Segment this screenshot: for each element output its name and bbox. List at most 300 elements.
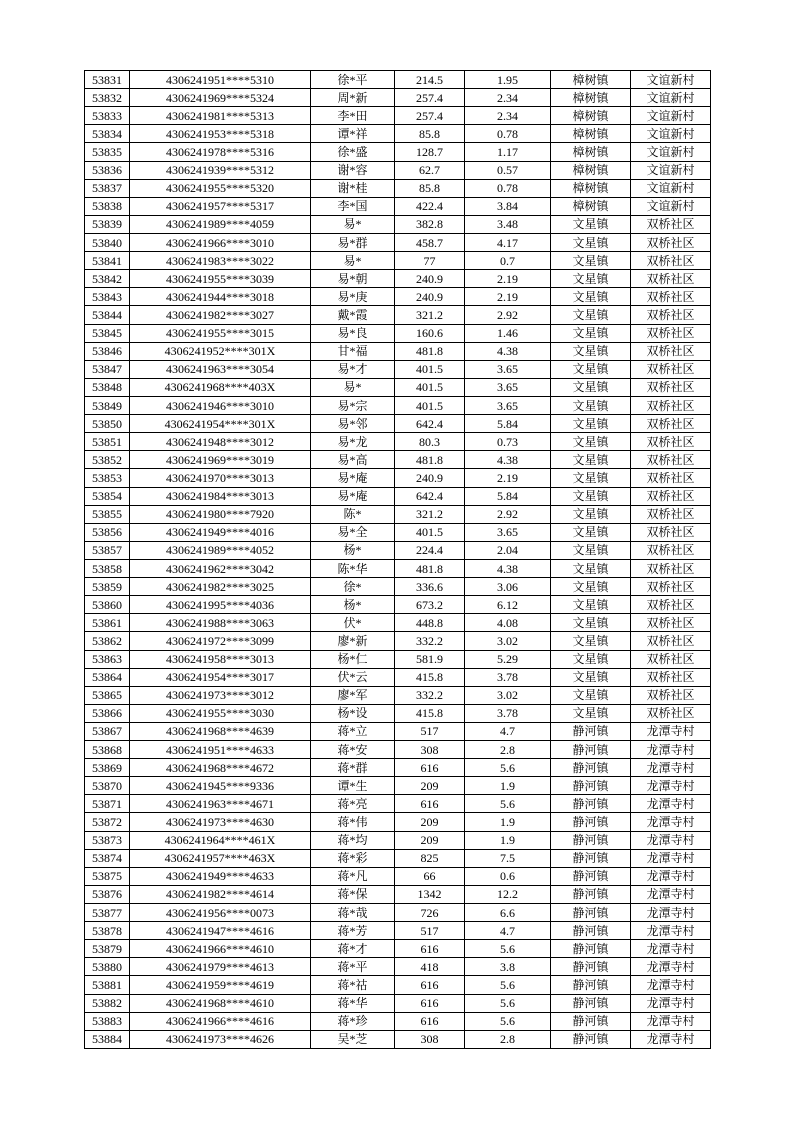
table-cell-area: 5.29 <box>465 650 551 668</box>
table-cell-amount: 458.7 <box>395 233 465 251</box>
table-cell-town: 静河镇 <box>551 831 631 849</box>
table-cell-name: 蒋*珍 <box>311 1012 395 1030</box>
table-cell-amount: 825 <box>395 849 465 867</box>
table-cell-area: 1.9 <box>465 813 551 831</box>
table-cell-village: 双桥社区 <box>631 306 711 324</box>
table-cell-name: 蒋*凡 <box>311 867 395 885</box>
table-cell-area: 5.84 <box>465 415 551 433</box>
table-cell-village: 双桥社区 <box>631 396 711 414</box>
table-cell-area: 3.65 <box>465 360 551 378</box>
table-cell-name: 谢*容 <box>311 161 395 179</box>
table-cell-amount: 85.8 <box>395 125 465 143</box>
table-cell-serial: 53861 <box>85 614 130 632</box>
table-cell-village: 文谊新村 <box>631 143 711 161</box>
table-row <box>85 71 711 89</box>
table-cell-name: 易* <box>311 215 395 233</box>
table-cell-amount: 321.2 <box>395 306 465 324</box>
table-cell-serial: 53864 <box>85 668 130 686</box>
table-row <box>85 360 711 378</box>
table-cell-village: 文谊新村 <box>631 125 711 143</box>
table-cell-town: 静河镇 <box>551 1030 631 1048</box>
table-cell-area: 3.02 <box>465 686 551 704</box>
table-cell-serial: 53881 <box>85 976 130 994</box>
table-cell-id_number: 4306241983****3022 <box>130 252 311 270</box>
table-cell-id_number: 4306241982****3027 <box>130 306 311 324</box>
table-cell-name: 伏* <box>311 614 395 632</box>
table-row <box>85 650 711 668</box>
table-cell-town: 静河镇 <box>551 1012 631 1030</box>
table-cell-serial: 53870 <box>85 777 130 795</box>
table-cell-serial: 53867 <box>85 722 130 740</box>
table-cell-area: 3.8 <box>465 958 551 976</box>
table-cell-name: 蒋*祜 <box>311 976 395 994</box>
table-row <box>85 89 711 107</box>
table-cell-amount: 85.8 <box>395 179 465 197</box>
table-row <box>85 940 711 958</box>
table-cell-id_number: 4306241963****4671 <box>130 795 311 813</box>
table-row <box>85 451 711 469</box>
table-cell-id_number: 4306241948****3012 <box>130 433 311 451</box>
table-cell-amount: 642.4 <box>395 487 465 505</box>
table-cell-id_number: 4306241954****3017 <box>130 668 311 686</box>
table-cell-id_number: 4306241951****4633 <box>130 741 311 759</box>
table-cell-town: 静河镇 <box>551 867 631 885</box>
table-cell-id_number: 4306241947****4616 <box>130 922 311 940</box>
table-cell-serial: 53874 <box>85 849 130 867</box>
table-cell-name: 徐*盛 <box>311 143 395 161</box>
table-row <box>85 813 711 831</box>
table-cell-area: 2.19 <box>465 469 551 487</box>
table-cell-serial: 53834 <box>85 125 130 143</box>
table-cell-id_number: 4306241984****3013 <box>130 487 311 505</box>
table-row <box>85 143 711 161</box>
table-cell-id_number: 4306241995****4036 <box>130 596 311 614</box>
table-cell-area: 0.6 <box>465 867 551 885</box>
table-cell-village: 双桥社区 <box>631 578 711 596</box>
table-cell-amount: 481.8 <box>395 559 465 577</box>
table-cell-name: 易*宗 <box>311 396 395 414</box>
table-cell-serial: 53848 <box>85 378 130 396</box>
table-row <box>85 415 711 433</box>
table-cell-village: 双桥社区 <box>631 487 711 505</box>
table-cell-serial: 53845 <box>85 324 130 342</box>
table-cell-serial: 53877 <box>85 904 130 922</box>
table-row <box>85 559 711 577</box>
table-cell-town: 文星镇 <box>551 578 631 596</box>
table-cell-amount: 257.4 <box>395 89 465 107</box>
table-cell-town: 文星镇 <box>551 252 631 270</box>
table-row <box>85 1012 711 1030</box>
table-cell-name: 易*庚 <box>311 288 395 306</box>
table-cell-area: 4.17 <box>465 233 551 251</box>
table-row <box>85 904 711 922</box>
table-cell-town: 文星镇 <box>551 433 631 451</box>
table-row <box>85 777 711 795</box>
table-row <box>85 849 711 867</box>
table-cell-town: 静河镇 <box>551 849 631 867</box>
table-cell-amount: 308 <box>395 1030 465 1048</box>
table-cell-amount: 616 <box>395 759 465 777</box>
table-cell-name: 戴*霞 <box>311 306 395 324</box>
table-cell-id_number: 4306241979****4613 <box>130 958 311 976</box>
table-cell-area: 4.7 <box>465 922 551 940</box>
table-cell-id_number: 4306241968****4610 <box>130 994 311 1012</box>
table-cell-serial: 53883 <box>85 1012 130 1030</box>
table-cell-town: 樟树镇 <box>551 161 631 179</box>
table-cell-village: 文谊新村 <box>631 89 711 107</box>
table-cell-area: 2.04 <box>465 541 551 559</box>
table-row <box>85 741 711 759</box>
table-cell-amount: 616 <box>395 994 465 1012</box>
table-cell-area: 1.46 <box>465 324 551 342</box>
table-cell-town: 樟树镇 <box>551 143 631 161</box>
table-cell-village: 文谊新村 <box>631 197 711 215</box>
table-cell-village: 双桥社区 <box>631 451 711 469</box>
table-row <box>85 541 711 559</box>
table-cell-village: 龙潭寺村 <box>631 994 711 1012</box>
table-cell-name: 李*国 <box>311 197 395 215</box>
table-row <box>85 686 711 704</box>
table-cell-amount: 616 <box>395 940 465 958</box>
table-cell-village: 文谊新村 <box>631 71 711 89</box>
table-cell-serial: 53865 <box>85 686 130 704</box>
table-cell-amount: 448.8 <box>395 614 465 632</box>
table-cell-village: 龙潭寺村 <box>631 922 711 940</box>
table-cell-town: 文星镇 <box>551 704 631 722</box>
table-cell-serial: 53858 <box>85 559 130 577</box>
table-cell-village: 龙潭寺村 <box>631 940 711 958</box>
table-cell-area: 3.84 <box>465 197 551 215</box>
table-cell-name: 蒋*亮 <box>311 795 395 813</box>
table-cell-town: 文星镇 <box>551 505 631 523</box>
table-cell-name: 杨*设 <box>311 704 395 722</box>
table-cell-serial: 53835 <box>85 143 130 161</box>
table-cell-village: 龙潭寺村 <box>631 958 711 976</box>
table-row <box>85 885 711 903</box>
table-cell-serial: 53854 <box>85 487 130 505</box>
table-row <box>85 523 711 541</box>
table-cell-amount: 77 <box>395 252 465 270</box>
table-cell-area: 4.08 <box>465 614 551 632</box>
table-cell-village: 双桥社区 <box>631 270 711 288</box>
table-cell-area: 3.02 <box>465 632 551 650</box>
table-cell-village: 龙潭寺村 <box>631 1030 711 1048</box>
table-row <box>85 306 711 324</box>
table-cell-town: 文星镇 <box>551 614 631 632</box>
table-cell-serial: 53882 <box>85 994 130 1012</box>
table-cell-name: 谭*祥 <box>311 125 395 143</box>
table-cell-village: 双桥社区 <box>631 614 711 632</box>
table-cell-town: 文星镇 <box>551 559 631 577</box>
table-cell-amount: 224.4 <box>395 541 465 559</box>
table-cell-serial: 53847 <box>85 360 130 378</box>
table-row <box>85 107 711 125</box>
table-cell-id_number: 4306241963****3054 <box>130 360 311 378</box>
table-row <box>85 958 711 976</box>
table-cell-serial: 53879 <box>85 940 130 958</box>
table-cell-id_number: 4306241951****5310 <box>130 71 311 89</box>
table-cell-town: 樟树镇 <box>551 107 631 125</box>
table-cell-serial: 53840 <box>85 233 130 251</box>
table-cell-id_number: 4306241953****5318 <box>130 125 311 143</box>
table-cell-area: 5.84 <box>465 487 551 505</box>
table-cell-name: 蒋*芳 <box>311 922 395 940</box>
table-cell-town: 静河镇 <box>551 885 631 903</box>
table-cell-name: 李*田 <box>311 107 395 125</box>
table-cell-serial: 53873 <box>85 831 130 849</box>
table-cell-village: 文谊新村 <box>631 161 711 179</box>
table-cell-town: 樟树镇 <box>551 89 631 107</box>
table-cell-name: 陈*华 <box>311 559 395 577</box>
table-cell-town: 静河镇 <box>551 813 631 831</box>
table-cell-town: 文星镇 <box>551 596 631 614</box>
table-cell-serial: 53838 <box>85 197 130 215</box>
table-cell-village: 双桥社区 <box>631 433 711 451</box>
table-cell-town: 静河镇 <box>551 994 631 1012</box>
table-cell-name: 蒋*保 <box>311 885 395 903</box>
table-row <box>85 396 711 414</box>
table-cell-area: 2.19 <box>465 288 551 306</box>
table-row <box>85 1030 711 1048</box>
table-cell-name: 廖*军 <box>311 686 395 704</box>
table-body <box>85 71 711 1049</box>
table-row <box>85 179 711 197</box>
table-cell-village: 双桥社区 <box>631 650 711 668</box>
table-cell-town: 文星镇 <box>551 396 631 414</box>
table-cell-area: 1.9 <box>465 831 551 849</box>
table-cell-amount: 418 <box>395 958 465 976</box>
table-cell-serial: 53836 <box>85 161 130 179</box>
table-cell-area: 0.73 <box>465 433 551 451</box>
table-cell-town: 静河镇 <box>551 922 631 940</box>
table-cell-town: 樟树镇 <box>551 125 631 143</box>
table-cell-id_number: 4306241946****3010 <box>130 396 311 414</box>
table-cell-amount: 1342 <box>395 885 465 903</box>
table-cell-town: 静河镇 <box>551 741 631 759</box>
table-row <box>85 867 711 885</box>
table-cell-area: 3.65 <box>465 378 551 396</box>
table-cell-id_number: 4306241972****3099 <box>130 632 311 650</box>
table-cell-area: 2.34 <box>465 107 551 125</box>
table-cell-serial: 53868 <box>85 741 130 759</box>
table-cell-name: 易*良 <box>311 324 395 342</box>
table-row <box>85 252 711 270</box>
table-cell-area: 4.38 <box>465 342 551 360</box>
table-cell-town: 静河镇 <box>551 904 631 922</box>
table-cell-area: 4.38 <box>465 559 551 577</box>
table-cell-serial: 53871 <box>85 795 130 813</box>
table-cell-id_number: 4306241968****4672 <box>130 759 311 777</box>
table-cell-serial: 53842 <box>85 270 130 288</box>
table-cell-town: 文星镇 <box>551 288 631 306</box>
table-cell-town: 文星镇 <box>551 415 631 433</box>
table-cell-amount: 415.8 <box>395 704 465 722</box>
table-cell-town: 文星镇 <box>551 233 631 251</box>
table-cell-id_number: 4306241969****5324 <box>130 89 311 107</box>
table-cell-amount: 401.5 <box>395 378 465 396</box>
table-row <box>85 668 711 686</box>
table-cell-name: 蒋*安 <box>311 741 395 759</box>
table-cell-village: 双桥社区 <box>631 668 711 686</box>
table-row <box>85 378 711 396</box>
table-cell-town: 文星镇 <box>551 632 631 650</box>
table-cell-name: 徐* <box>311 578 395 596</box>
table-cell-serial: 53860 <box>85 596 130 614</box>
table-cell-serial: 53850 <box>85 415 130 433</box>
table-cell-town: 静河镇 <box>551 795 631 813</box>
table-cell-id_number: 4306241949****4016 <box>130 523 311 541</box>
table-cell-village: 双桥社区 <box>631 378 711 396</box>
table-cell-amount: 240.9 <box>395 469 465 487</box>
table-cell-amount: 401.5 <box>395 360 465 378</box>
table-row <box>85 487 711 505</box>
table-cell-area: 2.19 <box>465 270 551 288</box>
table-cell-village: 双桥社区 <box>631 233 711 251</box>
table-cell-amount: 332.2 <box>395 686 465 704</box>
table-cell-town: 静河镇 <box>551 940 631 958</box>
table-cell-area: 0.78 <box>465 125 551 143</box>
table-row <box>85 197 711 215</box>
table-cell-id_number: 4306241968****4639 <box>130 722 311 740</box>
table-cell-amount: 66 <box>395 867 465 885</box>
table-cell-amount: 209 <box>395 813 465 831</box>
table-cell-name: 杨* <box>311 596 395 614</box>
table-cell-village: 双桥社区 <box>631 342 711 360</box>
table-cell-area: 3.65 <box>465 396 551 414</box>
table-row <box>85 324 711 342</box>
table-cell-serial: 53866 <box>85 704 130 722</box>
table-cell-name: 周*新 <box>311 89 395 107</box>
table-row <box>85 125 711 143</box>
table-cell-area: 2.92 <box>465 505 551 523</box>
table-cell-amount: 616 <box>395 976 465 994</box>
table-cell-id_number: 4306241982****4614 <box>130 885 311 903</box>
table-cell-town: 静河镇 <box>551 722 631 740</box>
table-cell-village: 双桥社区 <box>631 324 711 342</box>
table-cell-village: 双桥社区 <box>631 505 711 523</box>
table-cell-serial: 53841 <box>85 252 130 270</box>
table-cell-town: 文星镇 <box>551 541 631 559</box>
table-cell-amount: 422.4 <box>395 197 465 215</box>
table-cell-name: 廖*新 <box>311 632 395 650</box>
table-cell-area: 0.7 <box>465 252 551 270</box>
table-cell-id_number: 4306241966****4616 <box>130 1012 311 1030</box>
table-cell-id_number: 4306241955****5320 <box>130 179 311 197</box>
table-row <box>85 614 711 632</box>
table-cell-id_number: 4306241955****3039 <box>130 270 311 288</box>
table-cell-town: 樟树镇 <box>551 197 631 215</box>
table-cell-town: 文星镇 <box>551 451 631 469</box>
table-cell-id_number: 4306241981****5313 <box>130 107 311 125</box>
table-cell-name: 易*庵 <box>311 469 395 487</box>
table-cell-village: 双桥社区 <box>631 252 711 270</box>
table-cell-name: 易*全 <box>311 523 395 541</box>
table-cell-village: 双桥社区 <box>631 632 711 650</box>
table-cell-name: 吴*芝 <box>311 1030 395 1048</box>
table-row <box>85 759 711 777</box>
table-row <box>85 270 711 288</box>
table-cell-amount: 726 <box>395 904 465 922</box>
table-cell-serial: 53831 <box>85 71 130 89</box>
table-cell-serial: 53880 <box>85 958 130 976</box>
table-cell-village: 龙潭寺村 <box>631 976 711 994</box>
table-cell-village: 双桥社区 <box>631 415 711 433</box>
table-cell-name: 杨*仁 <box>311 650 395 668</box>
table-cell-area: 1.95 <box>465 71 551 89</box>
table-cell-town: 文星镇 <box>551 469 631 487</box>
table-cell-name: 易* <box>311 378 395 396</box>
table-row <box>85 632 711 650</box>
table-row <box>85 505 711 523</box>
table-cell-village: 双桥社区 <box>631 523 711 541</box>
table-row <box>85 795 711 813</box>
table-row <box>85 596 711 614</box>
table-cell-name: 谢*桂 <box>311 179 395 197</box>
table-cell-area: 3.48 <box>465 215 551 233</box>
table-cell-name: 谭*生 <box>311 777 395 795</box>
table-cell-serial: 53844 <box>85 306 130 324</box>
table-cell-town: 静河镇 <box>551 777 631 795</box>
table-cell-town: 静河镇 <box>551 976 631 994</box>
table-cell-village: 双桥社区 <box>631 541 711 559</box>
table-cell-serial: 53839 <box>85 215 130 233</box>
table-cell-village: 龙潭寺村 <box>631 849 711 867</box>
table-cell-name: 易*高 <box>311 451 395 469</box>
table-cell-name: 易*庵 <box>311 487 395 505</box>
table-cell-name: 伏*云 <box>311 668 395 686</box>
table-cell-area: 5.6 <box>465 795 551 813</box>
table-cell-village: 龙潭寺村 <box>631 831 711 849</box>
table-cell-town: 静河镇 <box>551 759 631 777</box>
table-cell-village: 双桥社区 <box>631 469 711 487</box>
table-cell-amount: 401.5 <box>395 523 465 541</box>
table-cell-amount: 62.7 <box>395 161 465 179</box>
table-cell-amount: 209 <box>395 831 465 849</box>
table-cell-amount: 332.2 <box>395 632 465 650</box>
table-cell-town: 静河镇 <box>551 958 631 976</box>
table-cell-name: 易* <box>311 252 395 270</box>
table-cell-name: 徐*平 <box>311 71 395 89</box>
table-row <box>85 578 711 596</box>
table-cell-village: 龙潭寺村 <box>631 795 711 813</box>
table-cell-id_number: 4306241968****403X <box>130 378 311 396</box>
table-cell-name: 易*龙 <box>311 433 395 451</box>
table-cell-serial: 53863 <box>85 650 130 668</box>
table-cell-village: 双桥社区 <box>631 288 711 306</box>
table-cell-amount: 481.8 <box>395 342 465 360</box>
table-cell-amount: 673.2 <box>395 596 465 614</box>
table-cell-town: 文星镇 <box>551 270 631 288</box>
table-cell-name: 易*才 <box>311 360 395 378</box>
table-row <box>85 233 711 251</box>
table-cell-serial: 53846 <box>85 342 130 360</box>
table-cell-amount: 517 <box>395 922 465 940</box>
table-cell-area: 2.92 <box>465 306 551 324</box>
table-cell-amount: 581.9 <box>395 650 465 668</box>
table-cell-village: 双桥社区 <box>631 360 711 378</box>
table-cell-id_number: 4306241973****4626 <box>130 1030 311 1048</box>
table-cell-serial: 53859 <box>85 578 130 596</box>
table-cell-area: 3.78 <box>465 704 551 722</box>
table-cell-name: 蒋*哉 <box>311 904 395 922</box>
table-cell-area: 5.6 <box>465 759 551 777</box>
table-cell-town: 文星镇 <box>551 324 631 342</box>
table-cell-id_number: 4306241962****3042 <box>130 559 311 577</box>
table-cell-amount: 214.5 <box>395 71 465 89</box>
table-cell-amount: 401.5 <box>395 396 465 414</box>
table-cell-id_number: 4306241957****463X <box>130 849 311 867</box>
table-cell-name: 甘*福 <box>311 342 395 360</box>
